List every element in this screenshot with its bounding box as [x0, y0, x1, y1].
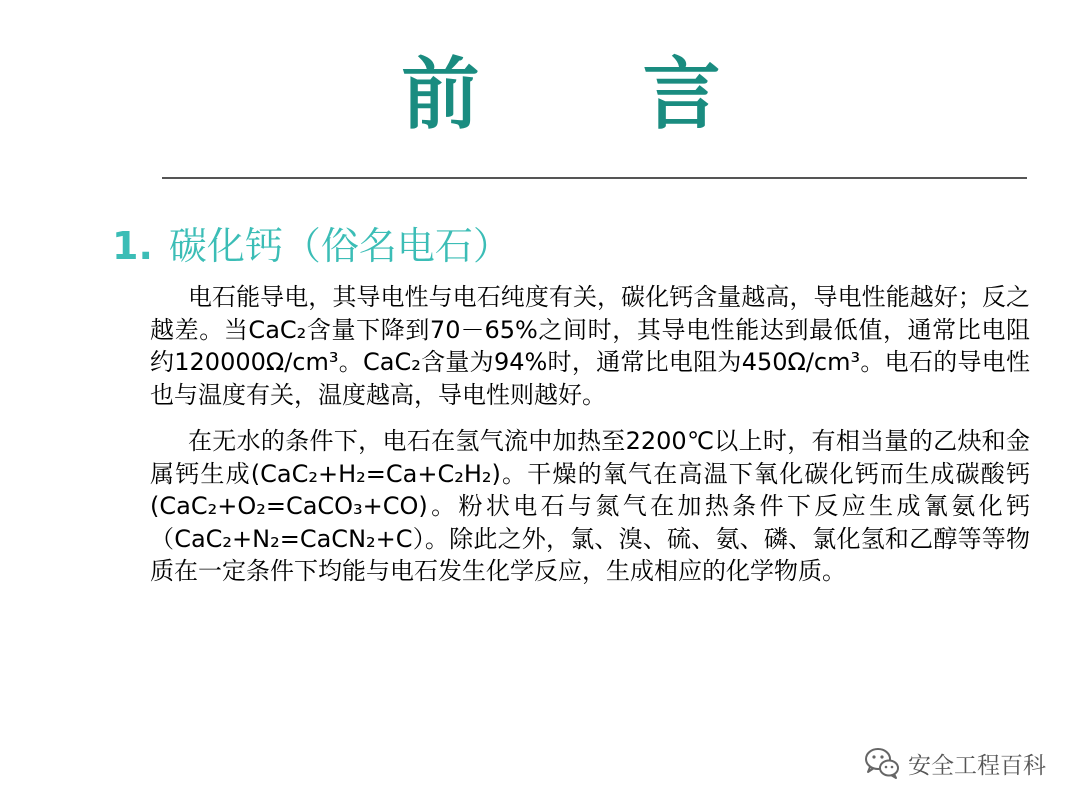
slide-title: 前 言: [401, 50, 789, 140]
body-text: [150, 281, 1030, 588]
section-heading-text: 碳化钙（俗名电石）: [168, 224, 511, 268]
watermark-text: 安全工程百科: [908, 752, 1046, 779]
watermark: [864, 746, 1046, 780]
wechat-icon: [864, 746, 900, 780]
paragraph-reactions: 在无水的条件下，电石在氢气流中加热至2200℃以上时，有相当量的乙炔和金属钙生成(CaC₂+H₂=Ca+C₂H₂)。干燥的氧气在高温下氧化碳化钙而生成碳酸钙(CaC₂+O₂=CaCO₃+CO)。粉状电石与氮气在加热条件下反应生成氰氨化钙（CaC₂+N₂=CaCN₂+C）。除此之外，氯、溴、硫、氨、磷、氯化氢和乙醇等等物质在一定条件下均能与电石发生化学反应，生成相应的化学物质。: [150, 427, 1030, 585]
section-number: 1.: [112, 224, 153, 268]
section-heading: [112, 224, 511, 270]
paragraph-conductivity: 电石能导电，其导电性与电石纯度有关，碳化钙含量越高，导电性能越好；反之越差。当CaC₂含量下降到70－65%之间时，其导电性能达到最低值，通常比电阻约120000Ω/cm³。CaC₂含量为94%时，通常比电阻为450Ω/cm³。电石的导电性也与温度有关，温度越高，导电性则越好。: [150, 283, 1030, 409]
title-divider: [162, 177, 1027, 179]
